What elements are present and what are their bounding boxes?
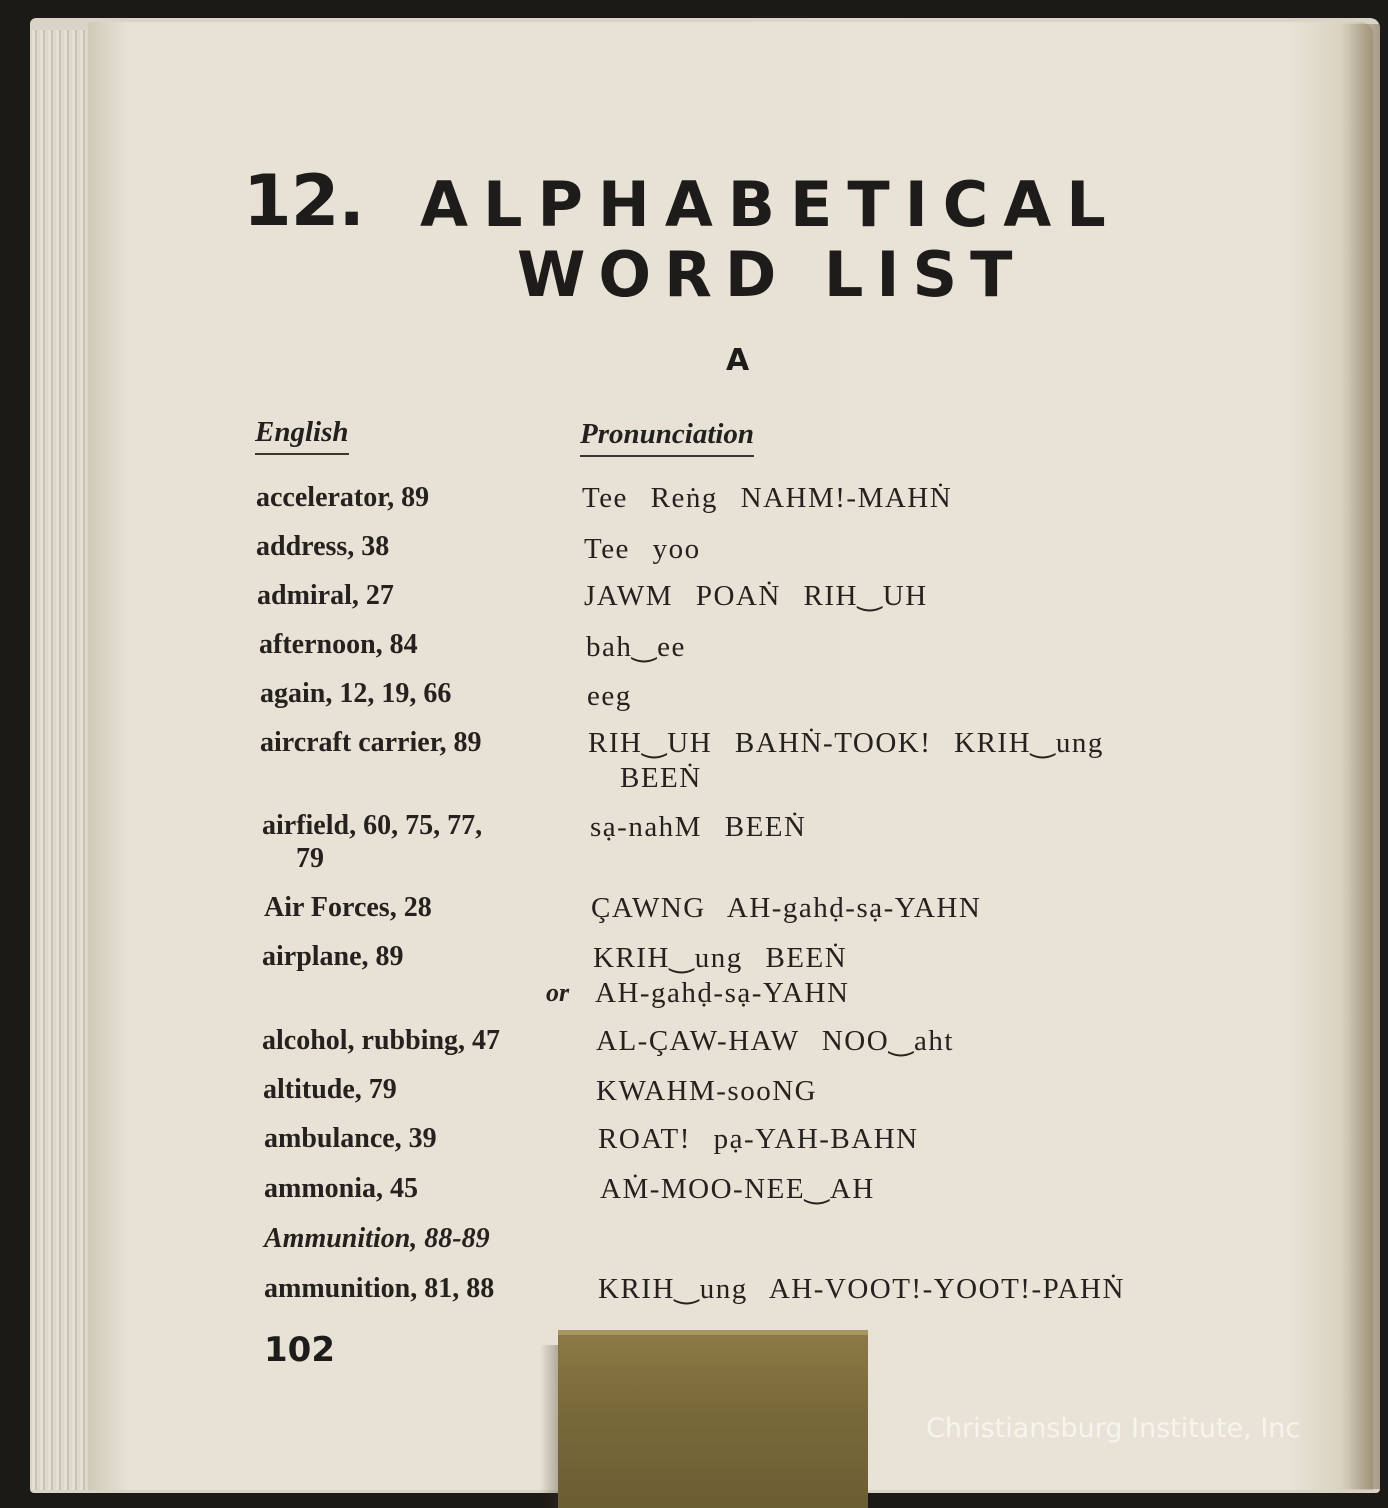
chapter-title-line2: WORD LIST (517, 238, 1026, 311)
entry-pronunciation: ROAT! pạ-YAH-BAHN (598, 1123, 919, 1155)
entry-pronunciation: RIH‿UH BAHṄ-TOOK! KRIH‿ung (588, 727, 1104, 759)
book-stand (558, 1330, 868, 1508)
entry-pronunciation: sạ-nahM BEEṄ (590, 811, 807, 843)
entry-english: ammonia, 45 (264, 1173, 418, 1204)
entry-english: afternoon, 84 (259, 629, 418, 660)
entry-english: ambulance, 39 (264, 1123, 437, 1154)
entry-english: airplane, 89 (262, 941, 404, 972)
entry-pronunciation: ÇAWNG AH-gahḍ-sạ-YAHN (591, 892, 982, 924)
entry-english: accelerator, 89 (256, 482, 430, 513)
column-header-english: English (255, 416, 349, 455)
entry-english: aircraft carrier, 89 (260, 727, 482, 758)
page-edges (32, 30, 94, 1490)
chapter-title-line1: ALPHABETICAL (420, 168, 1121, 241)
gutter-shadow (1340, 24, 1380, 1489)
entry-english-crossref: Ammunition, 88-89 (264, 1223, 490, 1254)
entry-pronunciation: bah‿ee (586, 631, 686, 663)
entry-english: Air Forces, 28 (264, 892, 432, 923)
entry-pronunciation: KWAHM-sooNG (596, 1075, 818, 1107)
entry-english: again, 12, 19, 66 (260, 678, 452, 709)
entry-english: alcohol, rubbing, 47 (262, 1025, 501, 1056)
entry-pronunciation: Tee yoo (584, 533, 701, 565)
entry-pronunciation: KRIH‿ung AH-VOOT!-YOOT!-PAHṄ (598, 1273, 1125, 1305)
column-header-pronunciation: Pronunciation (580, 418, 754, 457)
entry-english: altitude, 79 (263, 1074, 397, 1105)
entry-pronunciation: AṀ-MOO-NEE‿AH (600, 1173, 875, 1205)
entry-or-label: or (546, 978, 570, 1007)
book-stand-shadow (540, 1345, 560, 1508)
entry-english: airfield, 60, 75, 77, (262, 810, 483, 841)
watermark: Christiansburg Institute, Inc (926, 1413, 1301, 1444)
entry-english-continued: 79 (296, 843, 324, 874)
entry-pronunciation: KRIH‿ung BEEṄ (593, 942, 848, 974)
entry-english: admiral, 27 (257, 580, 394, 611)
entry-english: address, 38 (256, 531, 390, 562)
section-letter: A (726, 343, 750, 378)
entry-pronunciation: eeg (587, 680, 632, 712)
entry-pronunciation: Tee Reṅg NAHM!-MAHṄ (582, 482, 953, 514)
chapter-number: 12. (243, 160, 365, 242)
entry-english: ammunition, 81, 88 (264, 1273, 495, 1304)
entry-pronunciation-alternate: AH-gahḍ-sạ-YAHN (595, 977, 850, 1009)
entry-pronunciation: AL-ÇAW-HAW NOO‿aht (596, 1025, 954, 1057)
entry-pronunciation-continued: BEEṄ (620, 762, 702, 794)
page-number: 102 (264, 1330, 335, 1370)
entry-pronunciation: JAWM POAṄ RIH‿UH (584, 580, 928, 612)
